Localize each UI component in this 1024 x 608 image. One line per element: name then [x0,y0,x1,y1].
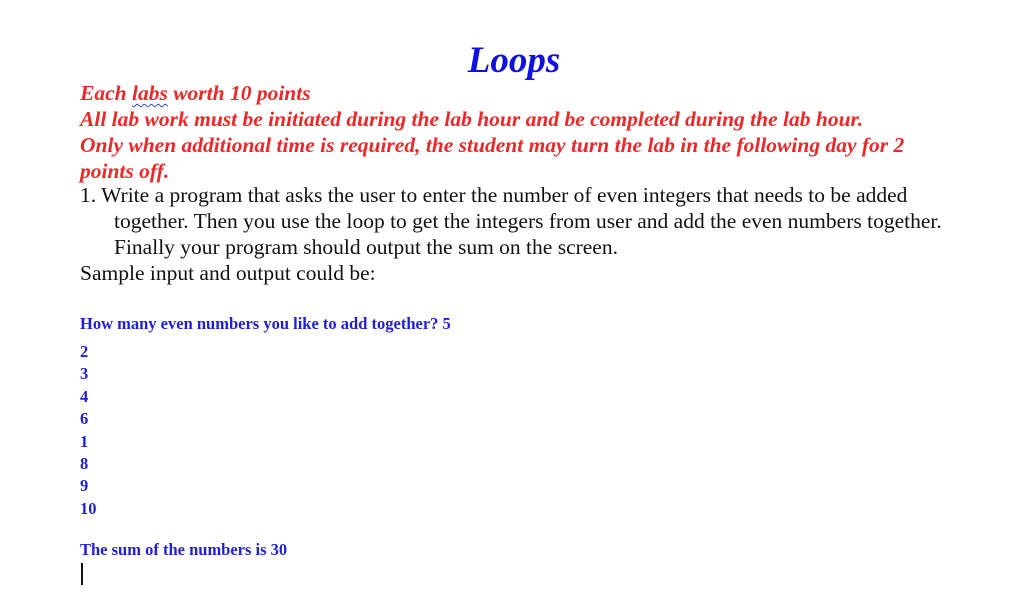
sample-input-value: 10 [80,498,97,518]
sample-input-value: 9 [80,476,89,496]
rule-late-policy: Only when additional time is required, the student may turn the lab in the following day for 2 points off. [80,133,905,183]
sample-input-value: 6 [80,409,89,429]
document-title: Loops [467,40,561,81]
rule-lab-hour: All lab work must be initiated during the lab hour and be completed during the lab hour. [80,107,864,131]
lab-rules [80,80,960,184]
sample-input-value: 2 [80,342,89,361]
sample-prompt: How many even numbers you like to add together? 5 [80,314,451,333]
text-cursor[interactable] [81,563,83,585]
sample-io-label: Sample input and output could be: [80,261,376,285]
rule-points-prefix: Each [80,81,132,105]
sample-input-value: 1 [80,431,89,451]
sample-input-value: 8 [80,454,89,474]
sample-input-value: 4 [80,386,89,406]
rule-points-suffix: worth 10 points [167,81,311,105]
sample-input-value: 3 [80,364,89,384]
spellcheck-flagged-word[interactable]: labs [131,81,168,105]
task-description [80,182,960,260]
rule-points [80,80,960,106]
sample-input-list [80,341,97,520]
task-item-1: 1. Write a program that asks the user to enter the number of even integers that needs to be added together. Then you use the loop to get the integers from user and add the even numbers together. Finally your program should output the sum on the screen. [80,183,942,259]
sample-result: The sum of the numbers is 30 [80,540,288,559]
